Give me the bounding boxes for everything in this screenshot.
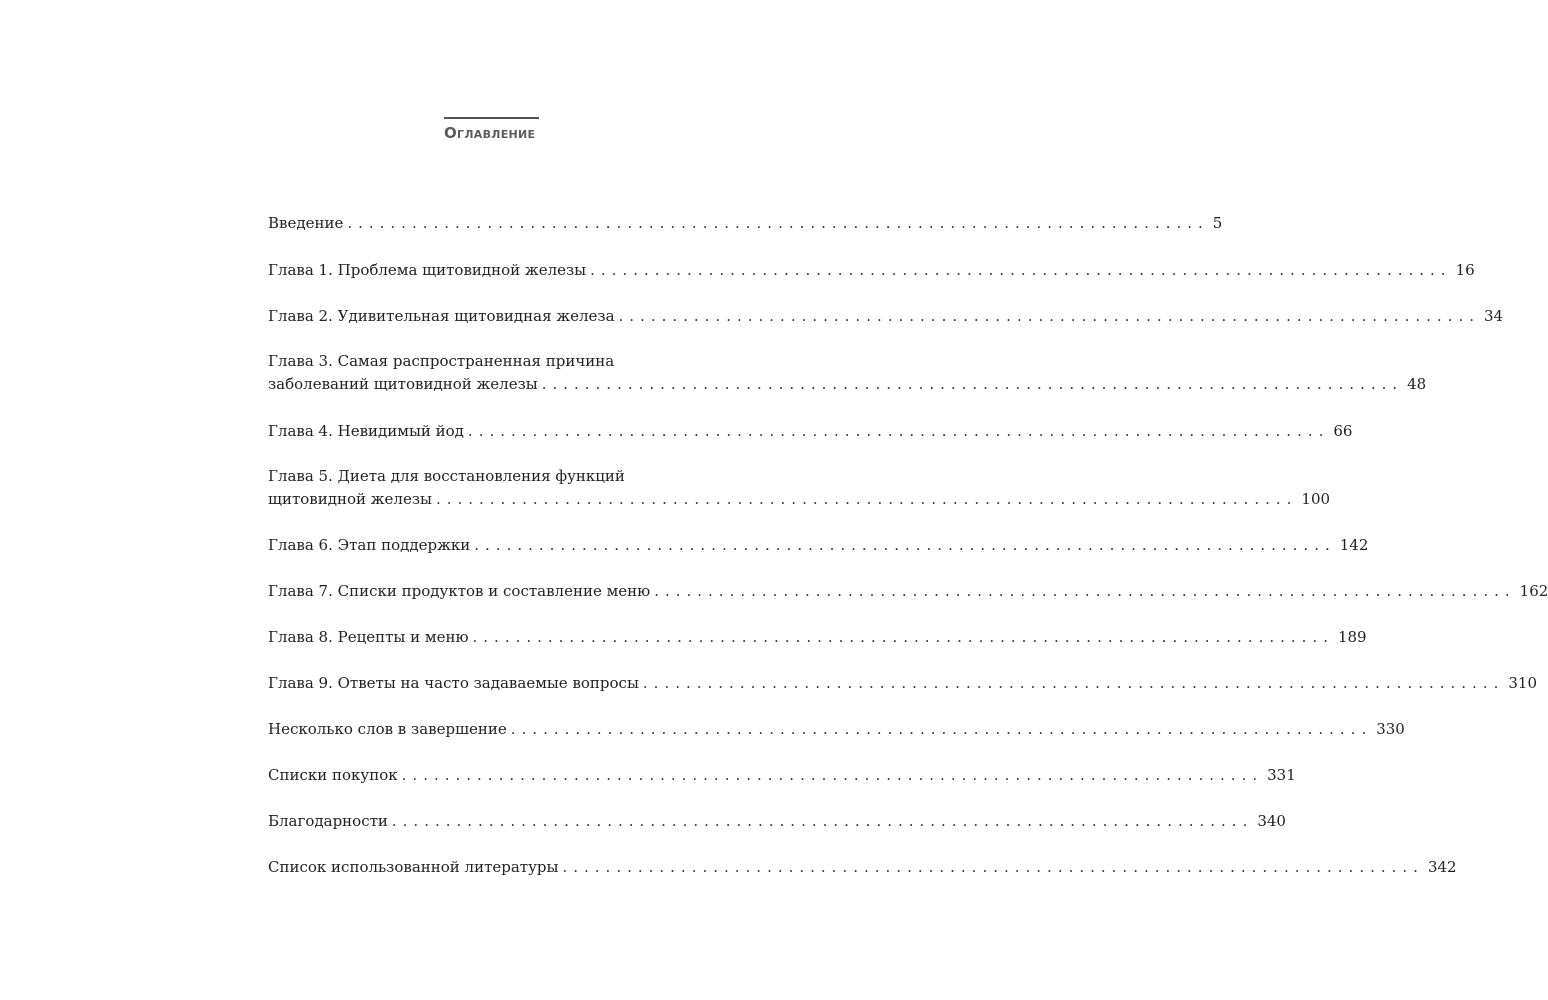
dot-leader: ................................................................................ [467, 422, 1330, 440]
toc-entry-title: Благодарности [268, 812, 388, 830]
dot-leader: ................................................................................ [474, 536, 1336, 554]
toc-entry-line [268, 305, 1504, 328]
toc-entry-title: Глава 5. Диета для восстановления функций [268, 467, 625, 485]
toc-entry-line [268, 534, 1369, 557]
toc-entry-title: Глава 2. Удивительная щитовидная железа [268, 307, 615, 325]
toc-entry-title: Глава 9. Ответы на часто задаваемые вопросы [268, 674, 639, 692]
toc-entry-title: Глава 6. Этап поддержки [268, 536, 471, 554]
toc-entry [268, 534, 1369, 557]
toc-page-number: 34 [1483, 307, 1504, 325]
toc-entry [268, 212, 1223, 235]
dot-leader: ................................................................................ [401, 766, 1264, 784]
title-rule [444, 117, 539, 119]
toc-entry-title: Введение [268, 214, 344, 232]
toc-entry-line [268, 488, 1331, 511]
dot-leader: ................................................................................ [472, 628, 1334, 646]
dot-leader: ................................................................................ [654, 582, 1516, 600]
toc-entry-line [268, 212, 1223, 235]
toc-entry-title: Несколько слов в завершение [268, 720, 507, 738]
toc-entry-line [268, 856, 1457, 879]
dot-leader: ................................................................................ [435, 490, 1298, 508]
toc-entry-line [268, 764, 1296, 787]
toc-page-number: 162 [1519, 582, 1548, 600]
toc-entry-line [268, 420, 1353, 443]
dot-leader: ................................................................................ [347, 214, 1209, 232]
toc-entry-line [268, 373, 1427, 396]
toc-page-number: 100 [1301, 490, 1331, 508]
toc-entry-title: Глава 7. Списки продуктов и составление меню [268, 582, 651, 600]
toc-entry [268, 718, 1405, 741]
toc-entry [268, 856, 1457, 879]
page-title: Оглавление [444, 124, 536, 142]
toc-entry-line [268, 580, 1548, 603]
toc-entry-title: Глава 3. Самая распространенная причина [268, 352, 615, 370]
toc-entry-title: Глава 1. Проблема щитовидной железы [268, 261, 587, 279]
toc-entry-title: Глава 4. Невидимый йод [268, 422, 464, 440]
toc-page-number: 142 [1339, 536, 1369, 554]
dot-leader: ................................................................................ [618, 307, 1480, 325]
toc-page-number: 340 [1257, 812, 1286, 830]
toc-entry-title: щитовидной железы [268, 490, 432, 508]
toc-entry [268, 350, 1427, 396]
toc-entry-title: Списки покупок [268, 766, 398, 784]
toc-entry-line [268, 672, 1537, 695]
toc-entry-line [268, 259, 1475, 282]
toc-page-number: 331 [1267, 766, 1296, 784]
dot-leader: ................................................................................ [562, 858, 1424, 876]
toc-entry-title: Список использованной литературы [268, 858, 559, 876]
toc-page-number: 16 [1455, 261, 1475, 279]
toc-entry [268, 259, 1475, 282]
toc-page-number: 5 [1212, 214, 1223, 232]
toc-entry-line [268, 810, 1286, 833]
toc-page-number: 330 [1376, 720, 1405, 738]
toc-page-number: 189 [1337, 628, 1367, 646]
dot-leader: ................................................................................ [642, 674, 1505, 692]
toc-entry [268, 810, 1286, 833]
toc-entry-line [268, 465, 718, 488]
toc-entry-line [268, 626, 1367, 649]
toc-entry [268, 465, 1331, 511]
toc-page-number: 342 [1427, 858, 1457, 876]
toc-entry-title: Глава 8. Рецепты и меню [268, 628, 469, 646]
toc-entry [268, 764, 1296, 787]
dot-leader: ................................................................................ [391, 812, 1254, 830]
toc-entry [268, 672, 1537, 695]
toc-entry-line [268, 718, 1405, 741]
toc-entry [268, 305, 1504, 328]
toc-page-number: 66 [1333, 422, 1353, 440]
toc-entry [268, 580, 1548, 603]
dot-leader: ................................................................................ [510, 720, 1373, 738]
toc-entry-title: заболеваний щитовидной железы [268, 375, 538, 393]
toc-page-number: 48 [1407, 375, 1427, 393]
dot-leader: ................................................................................ [541, 375, 1404, 393]
toc-entry [268, 420, 1353, 443]
toc-entry [268, 626, 1367, 649]
toc-page-number: 310 [1508, 674, 1537, 692]
toc-entry-line [268, 350, 718, 373]
dot-leader: ................................................................................ [590, 261, 1452, 279]
